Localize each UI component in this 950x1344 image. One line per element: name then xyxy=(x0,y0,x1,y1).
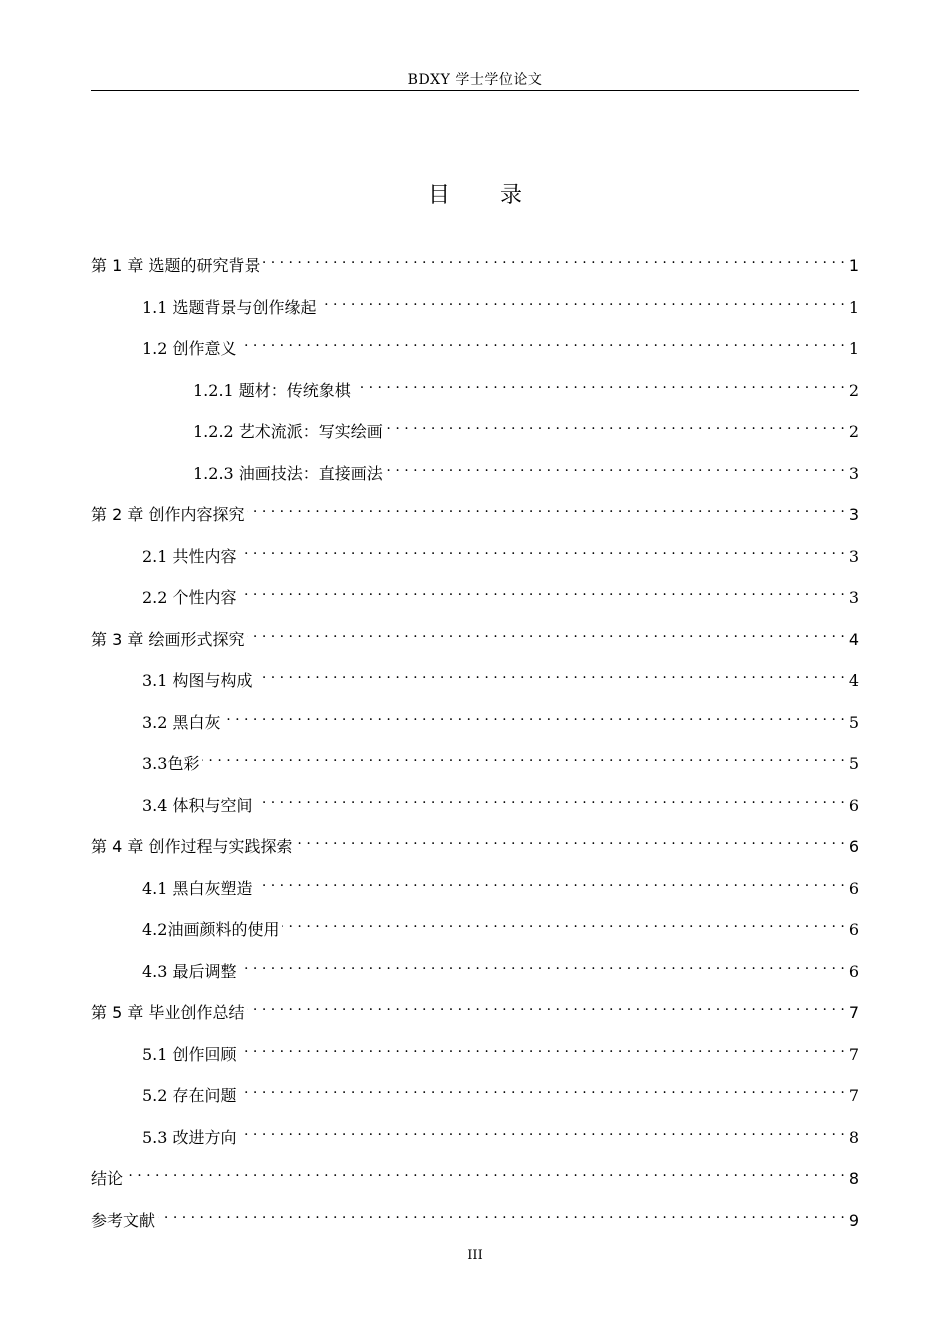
toc-entry[interactable] xyxy=(91,496,859,524)
toc-entry[interactable] xyxy=(91,662,859,690)
toc-entry-label: 4.2油画颜料的使用 xyxy=(142,920,280,939)
toc-entry[interactable] xyxy=(91,247,859,275)
toc-entry-label: 2.2 个性内容 xyxy=(142,588,237,607)
toc-leader-dots xyxy=(240,579,845,603)
toc-entry[interactable] xyxy=(91,1036,859,1064)
toc-entry[interactable] xyxy=(91,455,859,483)
toc-entry[interactable] xyxy=(91,621,859,649)
toc-entry-page: 6 xyxy=(848,920,859,939)
toc-entry[interactable] xyxy=(91,1202,859,1230)
toc-leader-dots xyxy=(158,1202,845,1226)
toc-leader-dots xyxy=(240,1036,845,1060)
toc-entry-label: 1.2.3 油画技法：直接画法 xyxy=(193,464,383,483)
toc-entry-page: 6 xyxy=(848,962,859,981)
toc-entry-label: 1.2 创作意义 xyxy=(142,339,237,358)
toc-entry-label: 参考文献 xyxy=(91,1211,156,1230)
toc-entry[interactable] xyxy=(91,994,859,1022)
toc-leader-dots xyxy=(354,372,845,396)
toc-entry-label: 1.1 选题背景与创作缘起 xyxy=(142,298,317,317)
toc-leader-dots xyxy=(386,455,845,479)
toc-entry[interactable] xyxy=(91,745,859,773)
toc-entry-page: 5 xyxy=(848,713,859,732)
toc-entry[interactable] xyxy=(91,953,859,981)
toc-entry[interactable] xyxy=(91,1119,859,1147)
toc-entry-label: 结论 xyxy=(91,1169,124,1188)
toc-entry-label: 3.4 体积与空间 xyxy=(142,796,253,815)
toc-entry[interactable] xyxy=(91,1160,859,1188)
toc-leader-dots xyxy=(240,1119,845,1143)
toc-entry-page: 3 xyxy=(848,588,859,607)
toc-entry-page: 1 xyxy=(848,339,859,358)
toc-entry-page: 7 xyxy=(848,1086,859,1105)
toc-title-right: 录 xyxy=(500,183,523,208)
toc-leader-dots xyxy=(320,289,845,313)
toc-entry-page: 9 xyxy=(848,1211,859,1230)
toc-entry-label: 1.2.1 题材：传统象棋 xyxy=(193,381,351,400)
toc-leader-dots xyxy=(126,1160,845,1184)
toc-entry-label: 5.1 创作回顾 xyxy=(142,1045,237,1064)
toc-entry-page: 6 xyxy=(848,879,859,898)
toc-entry-label: 3.2 黑白灰 xyxy=(142,713,221,732)
toc-entry-page: 3 xyxy=(848,464,859,483)
toc-entry-label: 第 1 章 选题的研究背景 xyxy=(91,256,261,275)
toc-entry-page: 5 xyxy=(848,754,859,773)
toc-entry-label: 3.3色彩 xyxy=(142,754,200,773)
toc-leader-dots xyxy=(240,538,845,562)
toc-leader-dots xyxy=(256,662,845,686)
toc-entry-page: 3 xyxy=(848,505,859,524)
toc-leader-dots xyxy=(263,247,844,271)
toc-entry-label: 4.1 黑白灰塑造 xyxy=(142,879,253,898)
toc-entry-label: 5.2 存在问题 xyxy=(142,1086,237,1105)
toc-entry[interactable] xyxy=(91,538,859,566)
toc-entry[interactable] xyxy=(91,413,859,441)
toc-entry-page: 8 xyxy=(848,1128,859,1147)
toc-entry[interactable] xyxy=(91,579,859,607)
toc-entry-label: 第 5 章 毕业创作总结 xyxy=(91,1003,245,1022)
toc-entry-label: 4.3 最后调整 xyxy=(142,962,237,981)
toc-entry[interactable] xyxy=(91,911,859,939)
toc-entry-page: 6 xyxy=(848,796,859,815)
toc-title-left: 目 xyxy=(427,183,450,208)
toc-entry-page: 4 xyxy=(848,671,859,690)
toc-entry-label: 第 2 章 创作内容探究 xyxy=(91,505,245,524)
toc-entry-page: 3 xyxy=(848,547,859,566)
toc-leader-dots xyxy=(202,745,844,769)
toc-entry[interactable] xyxy=(91,372,859,400)
toc-entry[interactable] xyxy=(91,828,859,856)
toc-entry-page: 7 xyxy=(848,1045,859,1064)
toc-entry-page: 8 xyxy=(848,1169,859,1188)
toc-entry-page: 1 xyxy=(848,256,859,275)
toc-title xyxy=(0,178,950,209)
toc-leader-dots xyxy=(224,704,845,728)
toc-leader-dots xyxy=(240,953,845,977)
toc-entry-label: 第 3 章 绘画形式探究 xyxy=(91,630,245,649)
toc-entry[interactable] xyxy=(91,289,859,317)
running-header: BDXY 学士学位论文 xyxy=(407,72,543,88)
toc-leader-dots xyxy=(240,330,845,354)
toc-entry-page: 7 xyxy=(848,1003,859,1022)
toc-leader-dots xyxy=(247,994,844,1018)
toc-leader-dots xyxy=(256,787,845,811)
toc-entry[interactable] xyxy=(91,870,859,898)
toc-entry-page: 6 xyxy=(848,837,859,856)
toc-entry-page: 2 xyxy=(848,422,859,441)
toc-entry-page: 2 xyxy=(848,381,859,400)
page-number: III xyxy=(467,1248,483,1263)
toc-entry-label: 第 4 章 创作过程与实践探索 xyxy=(91,837,293,856)
toc-leader-dots xyxy=(256,870,845,894)
toc-entry-label: 3.1 构图与构成 xyxy=(142,671,253,690)
toc-entry[interactable] xyxy=(91,1077,859,1105)
toc-leader-dots xyxy=(295,828,844,852)
toc-leader-dots xyxy=(282,911,844,935)
toc-entry-page: 4 xyxy=(848,630,859,649)
toc-entry-page: 1 xyxy=(848,298,859,317)
toc-entry[interactable] xyxy=(91,330,859,358)
toc-entry-label: 2.1 共性内容 xyxy=(142,547,237,566)
toc-entry[interactable] xyxy=(91,787,859,815)
toc-leader-dots xyxy=(240,1077,845,1101)
toc-entry-label: 5.3 改进方向 xyxy=(142,1128,237,1147)
toc-entry-label: 1.2.2 艺术流派：写实绘画 xyxy=(193,422,383,441)
toc-entry[interactable] xyxy=(91,704,859,732)
toc-leader-dots xyxy=(247,621,844,645)
toc-leader-dots xyxy=(247,496,844,520)
header-rule xyxy=(91,90,859,91)
toc-leader-dots xyxy=(386,413,845,437)
